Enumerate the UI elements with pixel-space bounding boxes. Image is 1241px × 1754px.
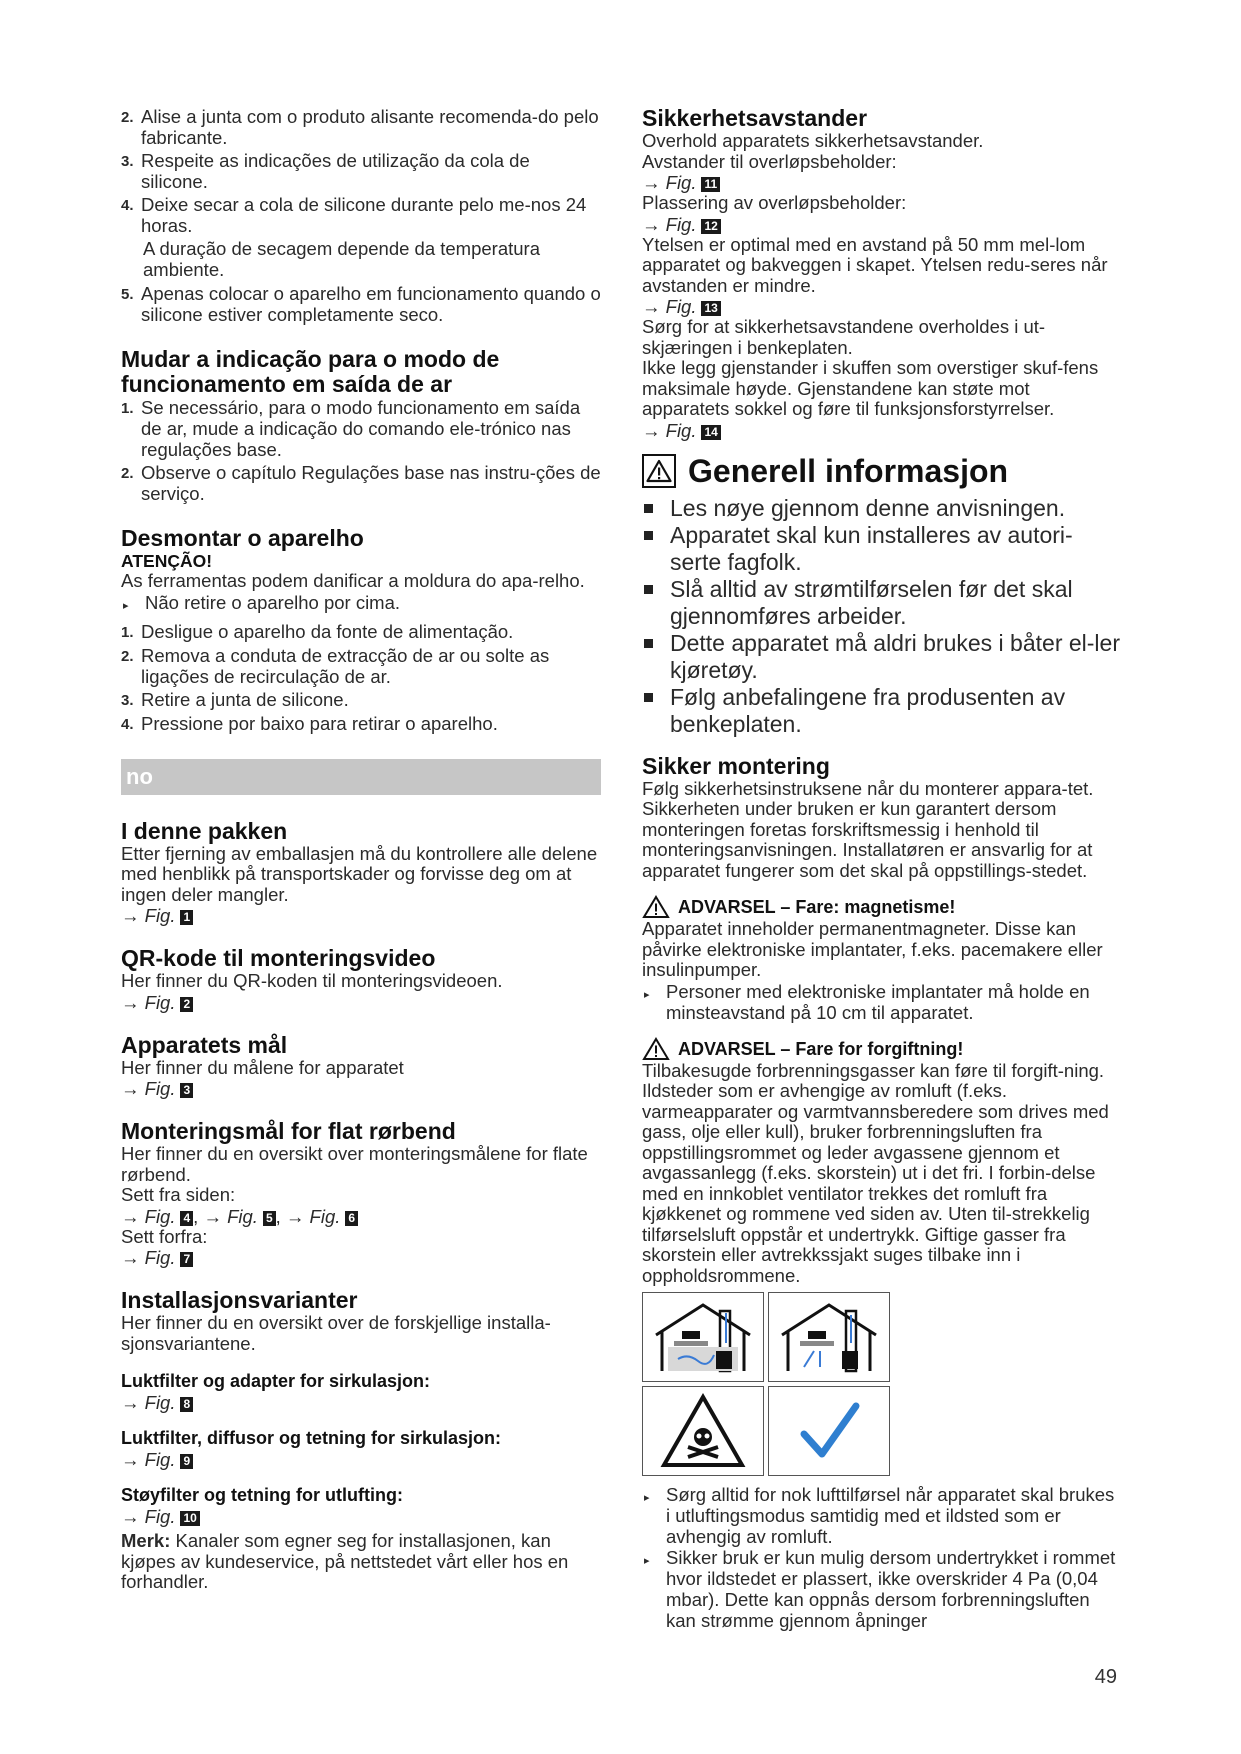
sikkerhet-para: Sørg for at sikkerhetsavstandene overholdes i ut-skjæringen i benkeplaten. [642,316,1046,358]
bullet-item: ▸ Sikker bruk er kun mulig dersom undertrykket i rommet hvor ildstedet er plassert, ikke overskrider 4 Pa (0,04 mbar). Dette kan oppnås dersom forbrenningsluften kan strømme gjennom åpninger [644,1547,1116,1631]
right-column [642,106,1120,1631]
fig-reference: → Fig. 12 [642,214,1120,235]
square-bullet-icon [642,684,670,738]
attention-label: ATENÇÃO! [121,551,213,571]
list-item: Følg anbefalingene fra produsenten av benkeplaten. [642,684,1120,738]
left-column [121,106,601,1593]
section-title-flat: Monteringsmål for flat rørbend [121,1118,456,1144]
step-item: 4. Pressione por baixo para retirar o aparelho. [121,712,498,734]
section-title-desmontar: Desmontar o aparelho [121,525,364,551]
warning-text: Apparatet inneholder permanentmagneter. Disse kan påvirke elektroniske implantater, f.eks. pacemakere eller insulinpumper. [642,918,1103,980]
section-title-maal: Apparatets mål [121,1031,288,1058]
fig-reference: → Fig. 11 [642,172,1120,193]
section-title-pakken: I denne pakken [121,817,288,844]
list-item: Dette apparatet må aldri brukes i båter el-ler kjøretøy. [642,630,1120,684]
fig-number: 4 [180,1211,193,1226]
step-item: 2. Remova a conduta de extracção de ar ou solte as ligações de recirculação de ar. [121,644,550,687]
fig-number: 2 [180,997,193,1012]
square-bullet-icon [642,495,670,522]
merk-note: Merk: Kanaler som egner seg for installasjonen, kan kjøpes av kundeservice, på nettstedet vårt eller hos en forhandler. [121,1530,569,1592]
list-item: Slå alltid av strømtilførselen før det skal gjennomføres arbeider. [642,576,1120,630]
page-number: 49 [1094,1666,1117,1688]
qr-text: Her finner du QR-koden til monteringsvideoen. [121,970,503,991]
fig-number: 9 [180,1454,193,1469]
triangle-bullet-icon: ▸ [644,1492,650,1504]
square-bullet-icon [642,522,670,576]
sikkerhet-line: Plassering av overløpsbeholder: [642,192,907,213]
front-label: Sett forfra: [121,1225,208,1247]
fig-reference: → Fig. 9 [121,1449,601,1470]
section-title-qr: QR-kode til monteringsvideo [121,945,436,971]
checkmark-icon [768,1386,890,1476]
fig-reference: → Fig. 3 [121,1078,601,1099]
step-item: 2. Observe o capítulo Regulações base nas instru-ções de serviço. [121,462,601,504]
fig-number: 13 [701,301,720,316]
house-fireplace-ventilated-image [768,1292,890,1382]
varianter-text: Her finner du en oversikt over de forskjellige installa-sjonsvariantene. [121,1312,551,1354]
language-bar [121,759,601,795]
warning-triangle-icon [642,895,670,919]
warning-heading: ADVARSEL – Fare: magnetisme! [642,895,1120,919]
fig-reference: → Fig. 7 [121,1247,601,1268]
subsection-title: Luktfilter, diffusor og tetning for sirkulasjon: [121,1428,502,1448]
bullet-item: ▸ Sørg alltid for nok lufttilførsel når apparatet skal brukes i utluftingsmodus samtidig med et ildsted som er avhengig av romluft. [644,1484,1115,1547]
fig-reference: → Fig. 13 [642,296,1120,317]
general-info-header [642,453,1120,489]
fig-number: 7 [180,1252,193,1267]
general-info-title: Generell informasjon [688,452,1009,489]
montering-para: Sikkerheten under bruken er kun garantert dersom monteringen foretas forskriftsmessig i henhold til monteringsanvisningen. Installatøren er ansvarlig for at apparatet fungerer som det skal på oppstillings-stedet. [642,798,1093,881]
bullet-item: ▸ Personer med elektroniske implantater må holde en minsteavstand på 10 cm til apparatet. [644,980,1090,1023]
fig-reference: → Fig. 1 [121,905,601,926]
language-code: no [126,763,153,789]
fig-number: 5 [263,1211,276,1226]
fig-number: 12 [701,219,720,234]
warning-text: Tilbakesugde forbrenningsgasser kan føre til forgift-ning. Ildsteder som er avhengige av romluft (f.eks. varmeapparater og varmtvannsberedere som drives med gass, olje eller kull), bruker forbrenningsluften fra oppstillingsrommet og leder avgassene gjennom et avgassanlegg (f.eks. skorstein) ut i det fri. I forbin-delse med en innkoblet ventilator trekkes det romluft fra kjøkkenet og rommene ved siden av. Uten til-strekkelig tilførselsluft oppstår et undertrykk. Giftige gasser fra skorstein eller avtrekkssjakt suges tilbake inn i oppholdsrommene. [642,1059,1109,1286]
montering-para: Følg sikkerhetsinstruksene når du monterer appara-tet. [642,777,1094,799]
section-title-sikkerhet: Sikkerhetsavstander [642,105,868,131]
step-item: 5. Apenas colocar o aparelho em funcionamento quando o silicone estiver completamente seco. [121,283,601,325]
step-item: 2. Alise a junta com o produto alisante recomenda-do pelo fabricante. [121,106,599,148]
step-note: A duração de secagem depende da temperatura ambiente. [143,238,541,280]
bullet-item: ▸ Não retire o aparelho por cima. [121,592,601,617]
fig-number: 10 [180,1511,199,1526]
sikkerhet-line: Overhold apparatets sikkerhetsavstander. [642,130,984,151]
sikkerhet-line: Avstander til overløpsbeholder: [642,150,897,172]
square-bullet-icon [642,576,670,630]
maal-text: Her finner du målene for apparatet [121,1056,404,1078]
fig-reference: → Fig. 14 [642,420,1120,441]
fig-number: 11 [701,177,720,192]
sikkerhet-para: Ytelsen er optimal med en avstand på 50 mm mel-lom apparatet og bakveggen i skapet. Ytelsen redu-seres når avstanden er mindre. [642,233,1108,296]
fig-reference: → Fig. 10 [121,1506,601,1527]
attention-text: As ferramentas podem danificar a moldura do apa-relho. [121,570,585,591]
warning-triangle-icon [642,1037,670,1061]
pakken-text: Etter fjerning av emballasjen må du kontrollere alle delene med henblikk på transportskader og forvisse deg om at ingen deler mangler. [121,842,598,905]
triangle-bullet-icon: ▸ [644,988,650,1001]
fig-number: 1 [180,910,193,925]
warning-icon [642,454,676,488]
warning-heading: ADVARSEL – Fare for forgiftning! [642,1037,1120,1061]
house-fireplace-backdraft-image [642,1292,764,1382]
list-item: Apparatet skal kun installeres av autori-serte fagfolk. [642,522,1120,576]
ventilation-illustrations [642,1292,1120,1476]
fig-number: 3 [180,1083,193,1098]
fig-number: 6 [345,1211,358,1226]
subsection-title: Luktfilter og adapter for sirkulasjon: [121,1371,431,1391]
list-item: Les nøye gjennom denne anvisningen. [642,495,1120,522]
flat-text: Her finner du en oversikt over monteringsmålene for flate rørbend. [121,1143,588,1185]
step-item: 3. Respeite as indicações de utilização da cola de silicone. [121,150,530,192]
section-title-varianter: Installasjonsvarianter [121,1287,358,1313]
sikkerhet-para: Ikke legg gjenstander i skuffen som overstiger skuf-fens maksimale høyde. Gjenstandene kan støte mot apparatets sokkel og føre til funksjonsforstyrrelser. [642,357,1099,419]
toxic-warning-image [642,1386,764,1476]
fig-reference: → Fig. 8 [121,1392,601,1413]
section-title-montering: Sikker montering [642,752,830,779]
step-item: 1. Se necessário, para o modo funcionamento em saída de ar, mude a indicação do comando ele-trónico nas regulações base. [121,397,581,460]
triangle-bullet-icon: ▸ [644,1555,650,1567]
fig-number: 14 [701,425,720,440]
fig-number: 8 [180,1397,193,1412]
square-bullet-icon [642,630,670,684]
fig-reference-group: → Fig. 4 , → Fig. 5 , → Fig. 6 [121,1206,601,1227]
subsection-title: Støyfilter og tetning for utlufting: [121,1485,403,1505]
step-item: 1. Desligue o aparelho da fonte de alimentação. [121,620,514,642]
step-item: 3. Retire a junta de silicone. [121,688,349,710]
side-label: Sett fra siden: [121,1184,236,1205]
fig-reference: → Fig. 2 [121,992,601,1013]
triangle-bullet-icon: ▸ [123,599,129,612]
section-title-mudar: Mudar a indicação para o modo de funcionamento em saída de ar [121,346,500,397]
step-item: 4. Deixe secar a cola de silicone durante pelo me-nos 24 horas. [121,194,587,236]
